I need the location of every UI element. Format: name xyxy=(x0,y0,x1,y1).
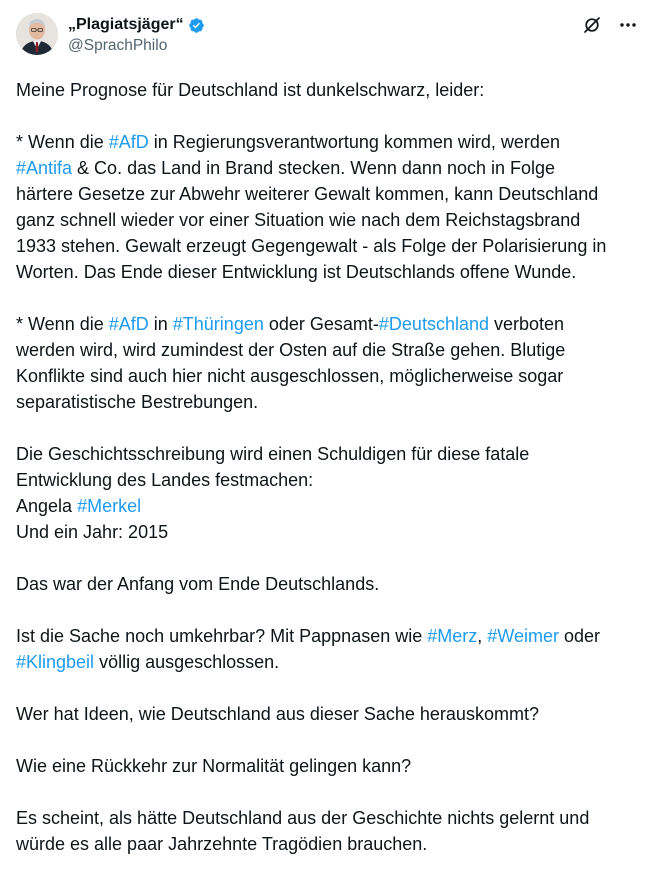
hashtag-link[interactable]: #Thüringen xyxy=(172,314,264,334)
text-line: Die Geschichtsschreibung wird einen Schuldigen für diese fatale xyxy=(16,444,530,464)
hashtag-link[interactable]: #Weimer xyxy=(487,626,559,646)
tweet-text xyxy=(16,77,640,857)
text-line: 1933 stehen. Gewalt erzeugt Gegengewalt - als Folge der Polarisierung in xyxy=(16,236,607,256)
text-segment: verboten xyxy=(488,314,565,334)
avatar[interactable] xyxy=(16,13,58,55)
text-line xyxy=(16,649,640,675)
text-line: werden wird, wird zumindest der Osten auf die Straße gehen. Blutige xyxy=(16,340,566,360)
text-line: Es scheint, als hätte Deutschland aus der Geschichte nichts gelernt und xyxy=(16,808,590,828)
more-options-button[interactable] xyxy=(618,15,638,35)
hashtag-link[interactable]: #Deutschland xyxy=(378,314,489,334)
text-line xyxy=(16,623,640,649)
text-line: härtere Gesetze zur Abwehr weiterer Gewalt kommen, kann Deutschland xyxy=(16,184,599,204)
text-segment: oder Gesamt- xyxy=(263,314,379,334)
hashtag-link[interactable]: #AfD xyxy=(108,314,149,334)
paragraph xyxy=(16,623,640,675)
grok-button[interactable] xyxy=(582,15,602,35)
name-row xyxy=(68,15,205,35)
text-line xyxy=(16,155,640,181)
paragraph xyxy=(16,805,640,857)
text-line xyxy=(16,493,640,519)
text-line: Meine Prognose für Deutschland ist dunkelschwarz, leider: xyxy=(16,80,485,100)
text-line: Konflikte sind auch hier nicht ausgeschlossen, möglicherweise sogar xyxy=(16,366,564,386)
text-line: Das war der Anfang vom Ende Deutschlands. xyxy=(16,574,380,594)
hashtag-link[interactable]: #Merz xyxy=(427,626,478,646)
text-segment: in Regierungsverantwortung kommen wird, werden xyxy=(148,132,560,152)
text-line: Entwicklung des Landes festmachen: xyxy=(16,470,314,490)
text-line xyxy=(16,129,640,155)
text-segment: Ist die Sache noch umkehrbar? Mit Pappnasen wie xyxy=(16,626,428,646)
text-segment: & Co. das Land in Brand stecken. Wenn dann noch in Folge xyxy=(72,158,556,178)
text-line: würde es alle paar Jahrzehnte Tragödien brauchen. xyxy=(16,834,428,854)
paragraph xyxy=(16,129,640,285)
more-icon xyxy=(618,15,638,35)
text-line: Und ein Jahr: 2015 xyxy=(16,522,169,542)
text-line: Wer hat Ideen, wie Deutschland aus dieser Sache herauskommt? xyxy=(16,704,539,724)
tweet-header xyxy=(16,13,640,59)
text-line: Worten. Das Ende dieser Entwicklung ist Deutschlands offene Wunde. xyxy=(16,262,577,282)
author-names xyxy=(68,15,205,56)
text-segment: in xyxy=(148,314,173,334)
paragraph xyxy=(16,701,640,727)
text-segment: völlig ausgeschlossen. xyxy=(94,652,280,672)
verified-badge-icon xyxy=(188,17,205,34)
author-handle[interactable]: @SprachPhilo xyxy=(68,37,168,54)
text-line xyxy=(16,311,640,337)
text-segment: , xyxy=(477,626,488,646)
text-line: Wie eine Rückkehr zur Normalität gelingen kann? xyxy=(16,756,412,776)
paragraph xyxy=(16,311,640,415)
paragraph xyxy=(16,571,640,597)
hashtag-link[interactable]: #Merkel xyxy=(77,496,142,516)
hashtag-link[interactable]: #AfD xyxy=(108,132,149,152)
paragraph xyxy=(16,441,640,545)
paragraph xyxy=(16,753,640,779)
grok-icon xyxy=(582,15,602,35)
text-line: ganz schnell wieder vor einer Situation wie nach dem Reichstagsbrand xyxy=(16,210,581,230)
text-segment: Angela xyxy=(16,496,78,516)
person-photo-icon xyxy=(16,13,58,55)
paragraph xyxy=(16,77,640,103)
text-line: separatistische Bestrebungen. xyxy=(16,392,259,412)
hashtag-link[interactable]: #Antifa xyxy=(16,158,73,178)
hashtag-link[interactable]: #Klingbeil xyxy=(16,652,95,672)
author-display-name[interactable]: „Plagiatsjäger“ xyxy=(68,16,184,33)
text-segment: oder xyxy=(558,626,600,646)
text-segment: * Wenn die xyxy=(16,132,109,152)
text-segment: * Wenn die xyxy=(16,314,109,334)
